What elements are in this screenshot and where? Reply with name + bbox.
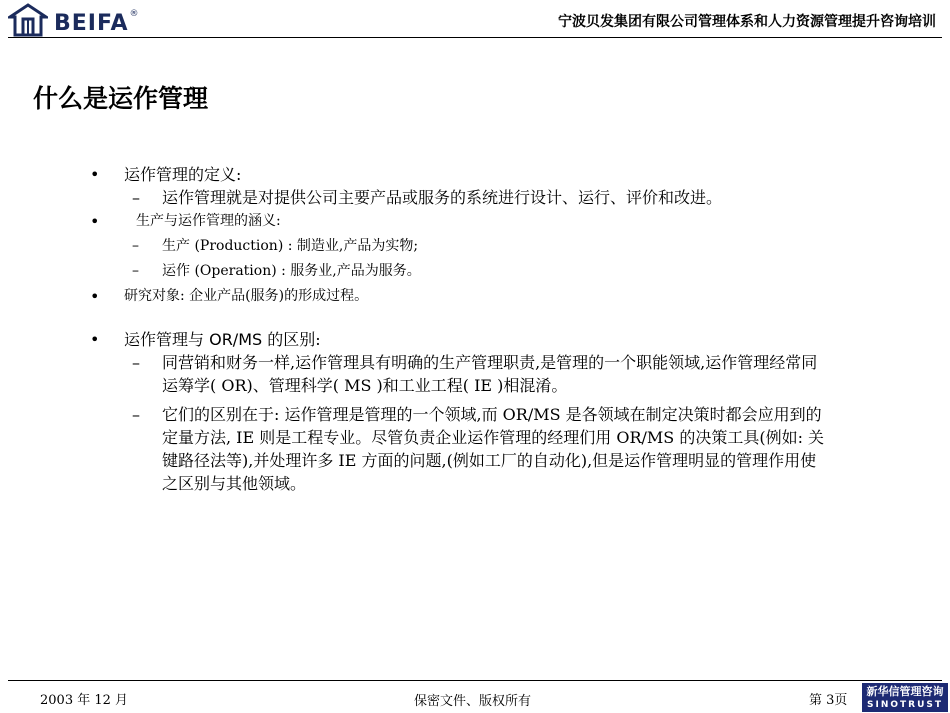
sub-bullet-text: 运作管理就是对提供公司主要产品或服务的系统进行设计、运行、评价和改进。 — [162, 188, 723, 207]
sub-bullet-distinction — [88, 403, 828, 495]
page-title: 什么是运作管理 — [33, 84, 209, 113]
footer-confidential: 保密文件、版权所有 — [414, 694, 532, 709]
footer-divider — [8, 680, 942, 681]
dash-mark: – — [132, 405, 140, 424]
bullet-text: 运作管理的定义: — [124, 165, 242, 184]
bullet-text-orms: OR/MS — [209, 330, 263, 349]
sinotrust-logo — [862, 683, 948, 712]
bullet-mark: • — [90, 212, 100, 231]
header-divider — [8, 37, 942, 38]
beifa-house-icon — [8, 3, 48, 37]
header-title: 宁波贝发集团有限公司管理体系和人力资源管理提升咨询培训 — [558, 14, 936, 30]
dash-mark: – — [132, 188, 140, 207]
sub-bullet-text: 生产 (Production) : 制造业,产品为实物; — [162, 238, 419, 254]
bullet-meaning — [88, 209, 828, 234]
bullet-text: 研究对象: 企业产品(服务)的形成过程。 — [124, 288, 369, 304]
bullet-research-object — [88, 284, 828, 309]
bullet-mark: • — [90, 287, 100, 306]
slide-content — [88, 163, 828, 495]
bullet-text: 生产与运作管理的涵义: — [136, 213, 281, 229]
registered-mark: ® — [129, 9, 139, 19]
bullet-difference — [88, 328, 828, 351]
bullet-text-post: 的区别: — [262, 330, 321, 349]
sinotrust-logo-cn: 新华信管理咨询 — [866, 685, 944, 698]
sub-bullet-text: 运作 (Operation) : 服务业,产品为服务。 — [162, 263, 421, 279]
dash-mark: – — [132, 263, 139, 279]
sub-bullet-production — [88, 234, 828, 259]
sinotrust-logo-en: SINOTRUST — [866, 700, 943, 710]
page-number: 第 3页 — [809, 693, 848, 708]
bullet-mark: • — [90, 330, 100, 349]
sub-bullet-comparison — [88, 351, 828, 397]
bullet-text-pre: 运作管理与 — [124, 330, 210, 349]
sub-bullet-text: 它们的区别在于: 运作管理是管理的一个领域,而 OR/MS 是各领域在制定决策时都会应用到的定量方法, IE 则是工程专业。尽管负责企业运作管理的经理们用 OR/MS 的决策工具(例如: 关键路径法等),并处理许多 IE 方面的问题,(例如工厂的自动化),但是运作管理明显的管理作用使之区别与其他领域。 — [162, 405, 825, 493]
sub-bullet-text: 同营销和财务一样,运作管理具有明确的生产管理职责,是管理的一个职能领域,运作管理经常同运筹学( OR)、管理科学( MS )和工业工程( IE )相混淆。 — [162, 353, 818, 395]
bullet-mark: • — [90, 165, 100, 184]
dash-mark: – — [132, 353, 140, 372]
sub-bullet-operation — [88, 259, 828, 284]
sub-bullet-definition — [88, 186, 828, 209]
beifa-logo — [8, 2, 139, 38]
footer-date: 2003 年 12 月 — [40, 693, 129, 708]
dash-mark: – — [132, 238, 139, 254]
logo-wordmark: BEIFA — [54, 10, 129, 36]
bullet-definition — [88, 163, 828, 186]
